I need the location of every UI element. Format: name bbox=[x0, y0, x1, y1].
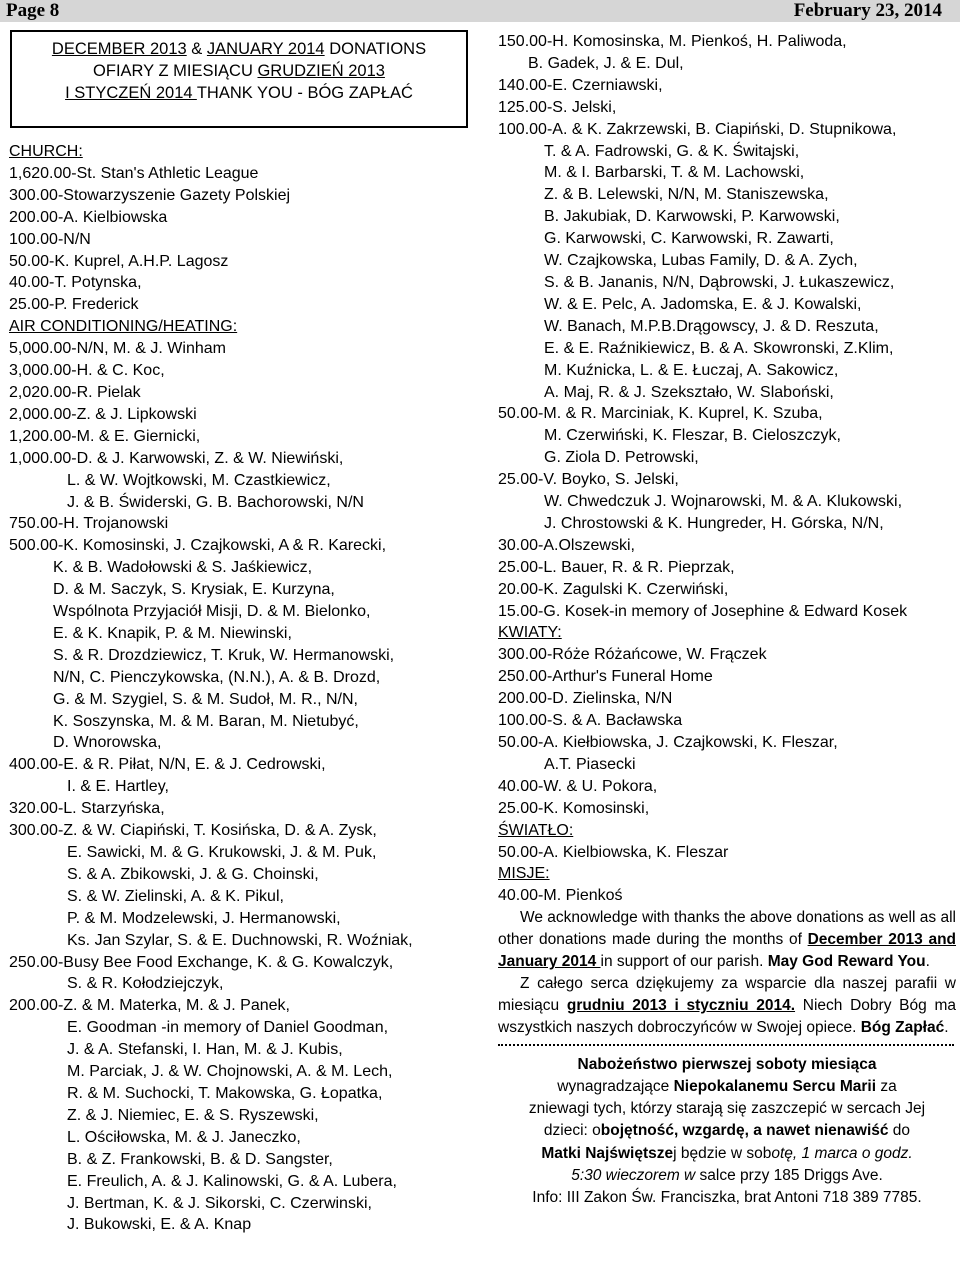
donation-line: S. & A. Zbikowski, J. & G. Choinski, bbox=[67, 865, 319, 883]
thanks-pl-blessing-text: Niech Dobry Bóg ma wszystkich naszych dobroczyńców w Swojej opiece. bbox=[498, 996, 957, 1036]
notice-l3: zniewagi tych, którzy starają się zaszczepić w sercach Jej bbox=[528, 1100, 926, 1118]
title-january: JANUARY 2014 bbox=[206, 40, 325, 58]
donation-line: 20.00-K. Zagulski K. Czerwiński, bbox=[498, 580, 729, 598]
donation-line: B. Jakubiak, D. Karwowski, P. Karwowski, bbox=[544, 208, 840, 226]
donation-line: 1,000.00-D. & J. Karwowski, Z. & W. Niewiński, bbox=[9, 449, 344, 467]
section-heading: MISJE: bbox=[498, 865, 550, 883]
donation-line: 100.00-S. & A. Bacławska bbox=[498, 712, 683, 730]
donation-line: 40.00-W. & U. Pokora, bbox=[498, 777, 658, 795]
thanks-pl-months: grudniu 2013 i styczniu 2014. bbox=[566, 996, 796, 1014]
donation-line: 100.00-A. & K. Zakrzewski, B. Ciapiński, D. Stupnikowa, bbox=[498, 120, 897, 138]
donation-line: 750.00-H. Trojanowski bbox=[9, 515, 169, 533]
donation-line: A.T. Piasecki bbox=[544, 755, 636, 773]
donation-line: Ks. Jan Szylar, S. & E. Duchnowski, R. Woźniak, bbox=[67, 931, 413, 949]
donation-line: L. & W. Wojtkowski, M. Czastkiewicz, bbox=[67, 471, 331, 489]
thanks-en-blessing: May God Reward You bbox=[767, 953, 926, 971]
title-line-1 bbox=[12, 38, 466, 60]
donation-line: 2,020.00-R. Pielak bbox=[9, 383, 141, 401]
donation-line: M. Parciak, J. & W. Chojnowski, A. & M. Lech, bbox=[67, 1063, 393, 1081]
first-saturday-notice bbox=[498, 1054, 956, 1209]
page-number: Page 8 bbox=[6, 0, 60, 21]
notice-date: otę, 1 marca o godz. bbox=[771, 1144, 913, 1162]
notice-location: salce przy 185 Driggs Ave. bbox=[695, 1166, 883, 1184]
donation-line: S. & W. Zielinski, A. & K. Pikul, bbox=[67, 887, 284, 905]
notice-immaculate-heart: Niepokalanemu Sercu Marii bbox=[673, 1077, 877, 1095]
thanks-pl-period: . bbox=[944, 1018, 949, 1036]
donation-line: 30.00-A.Olszewski, bbox=[498, 536, 635, 554]
thanks-en-support: in support of our parish. bbox=[600, 953, 768, 971]
donation-line: 500.00-K. Komosinski, J. Czajkowski, A & R. Karecki, bbox=[9, 537, 387, 555]
donation-line: Z. & B. Lelewski, N/N, M. Staniszewska, bbox=[544, 186, 829, 204]
section-heading: AIR CONDITIONING/HEATING: bbox=[9, 318, 238, 336]
donation-line: 300.00-Stowarzyszenie Gazety Polskiej bbox=[9, 186, 291, 204]
notice-l2c: za bbox=[876, 1077, 897, 1095]
donation-line: 50.00-K. Kuprel, A.H.P. Lagosz bbox=[9, 252, 229, 270]
donation-line: W. Czajkowska, Lubas Family, D. & A. Zych, bbox=[544, 252, 858, 270]
donation-line: 25.00-P. Frederick bbox=[9, 296, 139, 314]
donation-line: 50.00-A. Kielbiowska, K. Fleszar bbox=[498, 843, 729, 861]
right-column bbox=[498, 31, 956, 1209]
section-heading: KWIATY: bbox=[498, 624, 562, 642]
notice-l4a: dzieci: o bbox=[543, 1122, 601, 1140]
donation-line: 50.00-M. & R. Marciniak, K. Kuprel, K. Szuba, bbox=[498, 405, 823, 423]
donation-line: K. Soszynska, M. & M. Baran, M. Nietubyć, bbox=[53, 712, 359, 730]
donation-line: W. Chwedczuk J. Wojnarowski, M. & A. Klukowski, bbox=[544, 493, 903, 511]
donation-line: 140.00-E. Czerniawski, bbox=[498, 76, 663, 94]
notice-l4c: do bbox=[888, 1122, 911, 1140]
notice-l5b: j będzie w sob bbox=[673, 1144, 772, 1162]
title-line-3 bbox=[12, 82, 466, 104]
title-ofiary: OFIARY Z MIESIĄCU bbox=[93, 62, 258, 80]
donation-line: W. Banach, M.P.B.Drągowscy, J. & D. Reszuta, bbox=[544, 317, 879, 335]
thanks-pl-text: Z całego serca dziękujemy za wsparcie dla naszej parafii w miesiącu bbox=[498, 974, 956, 1014]
donation-line: D. & M. Saczyk, S. Krysiak, E. Kurzyna, bbox=[53, 581, 335, 599]
thanks-polish bbox=[498, 973, 956, 1039]
donation-line: 150.00-H. Komosinska, M. Pienkoś, H. Paliwoda, bbox=[498, 33, 847, 50]
section-heading: ŚWIATŁO: bbox=[498, 821, 574, 839]
donation-line: 200.00-Z. & M. Materka, M. & J. Panek, bbox=[9, 997, 290, 1015]
title-grudzien: GRUDZIEŃ 2013 bbox=[257, 62, 385, 80]
donation-line: 40.00-M. Pienkoś bbox=[498, 887, 623, 905]
donation-line: W. & E. Pelc, A. Jadomska, E. & J. Kowalski, bbox=[544, 295, 862, 313]
notice-indifference: bojętność, wzgardę, a nawet nienawiść bbox=[600, 1122, 889, 1140]
notice-title: Nabożeństwo pierwszej soboty miesiąca bbox=[577, 1055, 877, 1073]
donation-line: J. Bertman, K. & J. Sikorski, C. Czerwinski, bbox=[67, 1194, 372, 1212]
donation-line: 2,000.00-Z. & J. Lipkowski bbox=[9, 405, 197, 423]
thanks-en-period: . bbox=[925, 953, 930, 971]
donation-line: J. Chrostowski & K. Hungreder, H. Górska, N/N, bbox=[544, 514, 884, 532]
page-date: February 23, 2014 bbox=[793, 0, 942, 21]
donation-line: 1,200.00-M. & E. Giernicki, bbox=[9, 427, 201, 445]
left-donation-list bbox=[9, 141, 479, 1236]
title-donations: DONATIONS bbox=[324, 40, 427, 58]
thanks-en-text: We acknowledge with thanks the above donations as well as all other donations made during the months of bbox=[498, 909, 956, 949]
dotted-divider bbox=[498, 1044, 954, 1046]
donation-line: S. & B. Jananis, N/N, Dąbrowski, J. Łukaszewicz, bbox=[544, 273, 895, 291]
donation-line: E. Freulich, A. & J. Kalinowski, G. & A. Lubera, bbox=[67, 1172, 397, 1190]
donation-line: I. & E. Hartley, bbox=[67, 778, 169, 796]
donation-line: R. & M. Suchocki, T. Makowska, G. Łopatka, bbox=[67, 1084, 383, 1102]
donation-line: 3,000.00-H. & C. Koc, bbox=[9, 362, 165, 380]
donation-line: 25.00-L. Bauer, R. & R. Pieprzak, bbox=[498, 558, 735, 576]
notice-l2a: wynagradzające bbox=[557, 1077, 674, 1095]
donation-line: 320.00-L. Starzyńska, bbox=[9, 800, 165, 818]
donation-line: A. Maj, R. & J. Szekształo, W. Slaboński, bbox=[544, 383, 834, 401]
notice-info: Info: III Zakon Św. Franciszka, brat Antoni 718 389 7785. bbox=[532, 1188, 922, 1206]
donation-line: 1,620.00-St. Stan's Athletic League bbox=[9, 164, 259, 182]
donation-line: 400.00-E. & R. Piłat, N/N, E. & J. Cedrowski, bbox=[9, 756, 326, 774]
donation-line: 125.00-S. Jelski, bbox=[498, 98, 617, 116]
donation-line: J. Bukowski, E. & A. Knap bbox=[67, 1216, 252, 1234]
donation-line: L. Ościłowska, M. & J. Janeczko, bbox=[67, 1128, 301, 1146]
donation-line: 50.00-A. Kiełbiowska, J. Czajkowski, K. Fleszar, bbox=[498, 734, 838, 751]
title-line-2 bbox=[12, 60, 466, 82]
donation-line: 300.00-Róże Różańcowe, W. Frączek bbox=[498, 646, 767, 664]
donation-line: S. & R. Kołodziejczyk, bbox=[67, 975, 224, 993]
donation-line: 40.00-T. Potynska, bbox=[9, 274, 142, 292]
donation-line: 250.00-Arthur's Funeral Home bbox=[498, 668, 713, 686]
donation-line: E. & K. Knapik, P. & M. Niewinski, bbox=[53, 624, 292, 642]
donation-line: 25.00-V. Boyko, S. Jelski, bbox=[498, 471, 679, 489]
notice-holy-mother: Matki Najświętsze bbox=[541, 1144, 674, 1162]
thanks-en-months: December 2013 and January 2014 bbox=[498, 931, 957, 971]
donation-line: 15.00-G. Kosek-in memory of Josephine & Edward Kosek bbox=[498, 602, 908, 620]
donation-line: K. & B. Wadołowski & S. Jaśkiewicz, bbox=[53, 559, 313, 577]
donation-line: 200.00-D. Zielinska, N/N bbox=[498, 690, 673, 708]
donation-line: 5,000.00-N/N, M. & J. Winham bbox=[9, 340, 226, 358]
donation-line: S. & R. Drozdziewicz, T. Kruk, W. Hermanowski, bbox=[53, 646, 395, 664]
donation-line: E. Sawicki, M. & G. Krukowski, J. & M. Puk, bbox=[67, 844, 377, 861]
donation-line: D. Wnorowska, bbox=[53, 734, 162, 752]
thanks-pl-bog-zaplac: Bóg Zapłać bbox=[860, 1018, 945, 1036]
donation-line: M. Czerwiński, K. Fleszar, B. Cieloszczyk, bbox=[544, 427, 841, 445]
donation-line: Z. & J. Niemiec, E. & S. Ryszewski, bbox=[67, 1106, 319, 1124]
donation-line: M. Kuźnicka, L. & E. Łuczaj, A. Sakowicz, bbox=[544, 361, 839, 379]
thanks-english bbox=[498, 907, 956, 973]
donation-line: J. & A. Stefanski, I. Han, M. & J. Kubis, bbox=[67, 1041, 343, 1059]
right-donation-list bbox=[498, 31, 956, 907]
donation-line: B. & Z. Frankowski, B. & D. Sangster, bbox=[67, 1150, 333, 1168]
donation-line: M. & I. Barbarski, T. & M. Lachowski, bbox=[544, 164, 805, 182]
donation-line: J. & B. Świderski, G. B. Bachorowski, N/N bbox=[67, 493, 364, 511]
title-styczen: I STYCZEŃ 2014 bbox=[65, 84, 197, 102]
donations-title-box bbox=[10, 30, 468, 128]
page-header-bar bbox=[0, 0, 960, 22]
title-december: DECEMBER 2013 bbox=[51, 40, 187, 58]
donation-line: G. Karwowski, C. Karwowski, R. Zawarti, bbox=[544, 230, 834, 248]
donation-line: G. Ziola D. Petrowski, bbox=[544, 449, 699, 467]
donation-line: T. & A. Fadrowski, G. & K. Świtajski, bbox=[544, 142, 800, 160]
donation-line: E. & E. Raźnikiewicz, B. & A. Skowronski, Z.Klim, bbox=[544, 339, 894, 357]
donation-line: 100.00-N/N bbox=[9, 230, 91, 248]
donation-line: Wspólnota Przyjaciół Misji, D. & M. Bielonko, bbox=[53, 603, 371, 621]
title-thank-you: THANK YOU - BÓG ZAPŁAĆ bbox=[196, 84, 413, 102]
donation-line: G. & M. Szygiel, S. & M. Sudoł, M. R., N/N, bbox=[53, 690, 358, 708]
section-heading: CHURCH: bbox=[9, 143, 83, 160]
notice-time: 5:30 wieczorem w bbox=[571, 1166, 696, 1184]
title-amp: & bbox=[186, 40, 207, 58]
donation-line: N/N, C. Pienczykowska, (N.N.), A. & B. Drozd, bbox=[53, 668, 381, 686]
donation-line: 200.00-A. Kielbiowska bbox=[9, 208, 168, 226]
donation-line: 25.00-K. Komosinski, bbox=[498, 799, 650, 817]
donation-line: 250.00-Busy Bee Food Exchange, K. & G. Kowalczyk, bbox=[9, 953, 394, 971]
donation-line: 300.00-Z. & W. Ciapiński, T. Kosińska, D. & A. Zysk, bbox=[9, 822, 377, 840]
donation-line: E. Goodman -in memory of Daniel Goodman, bbox=[67, 1019, 389, 1037]
donation-line: P. & M. Modzelewski, J. Hermanowski, bbox=[67, 909, 341, 927]
donation-line: B. Gadek, J. & E. Dul, bbox=[528, 54, 684, 72]
